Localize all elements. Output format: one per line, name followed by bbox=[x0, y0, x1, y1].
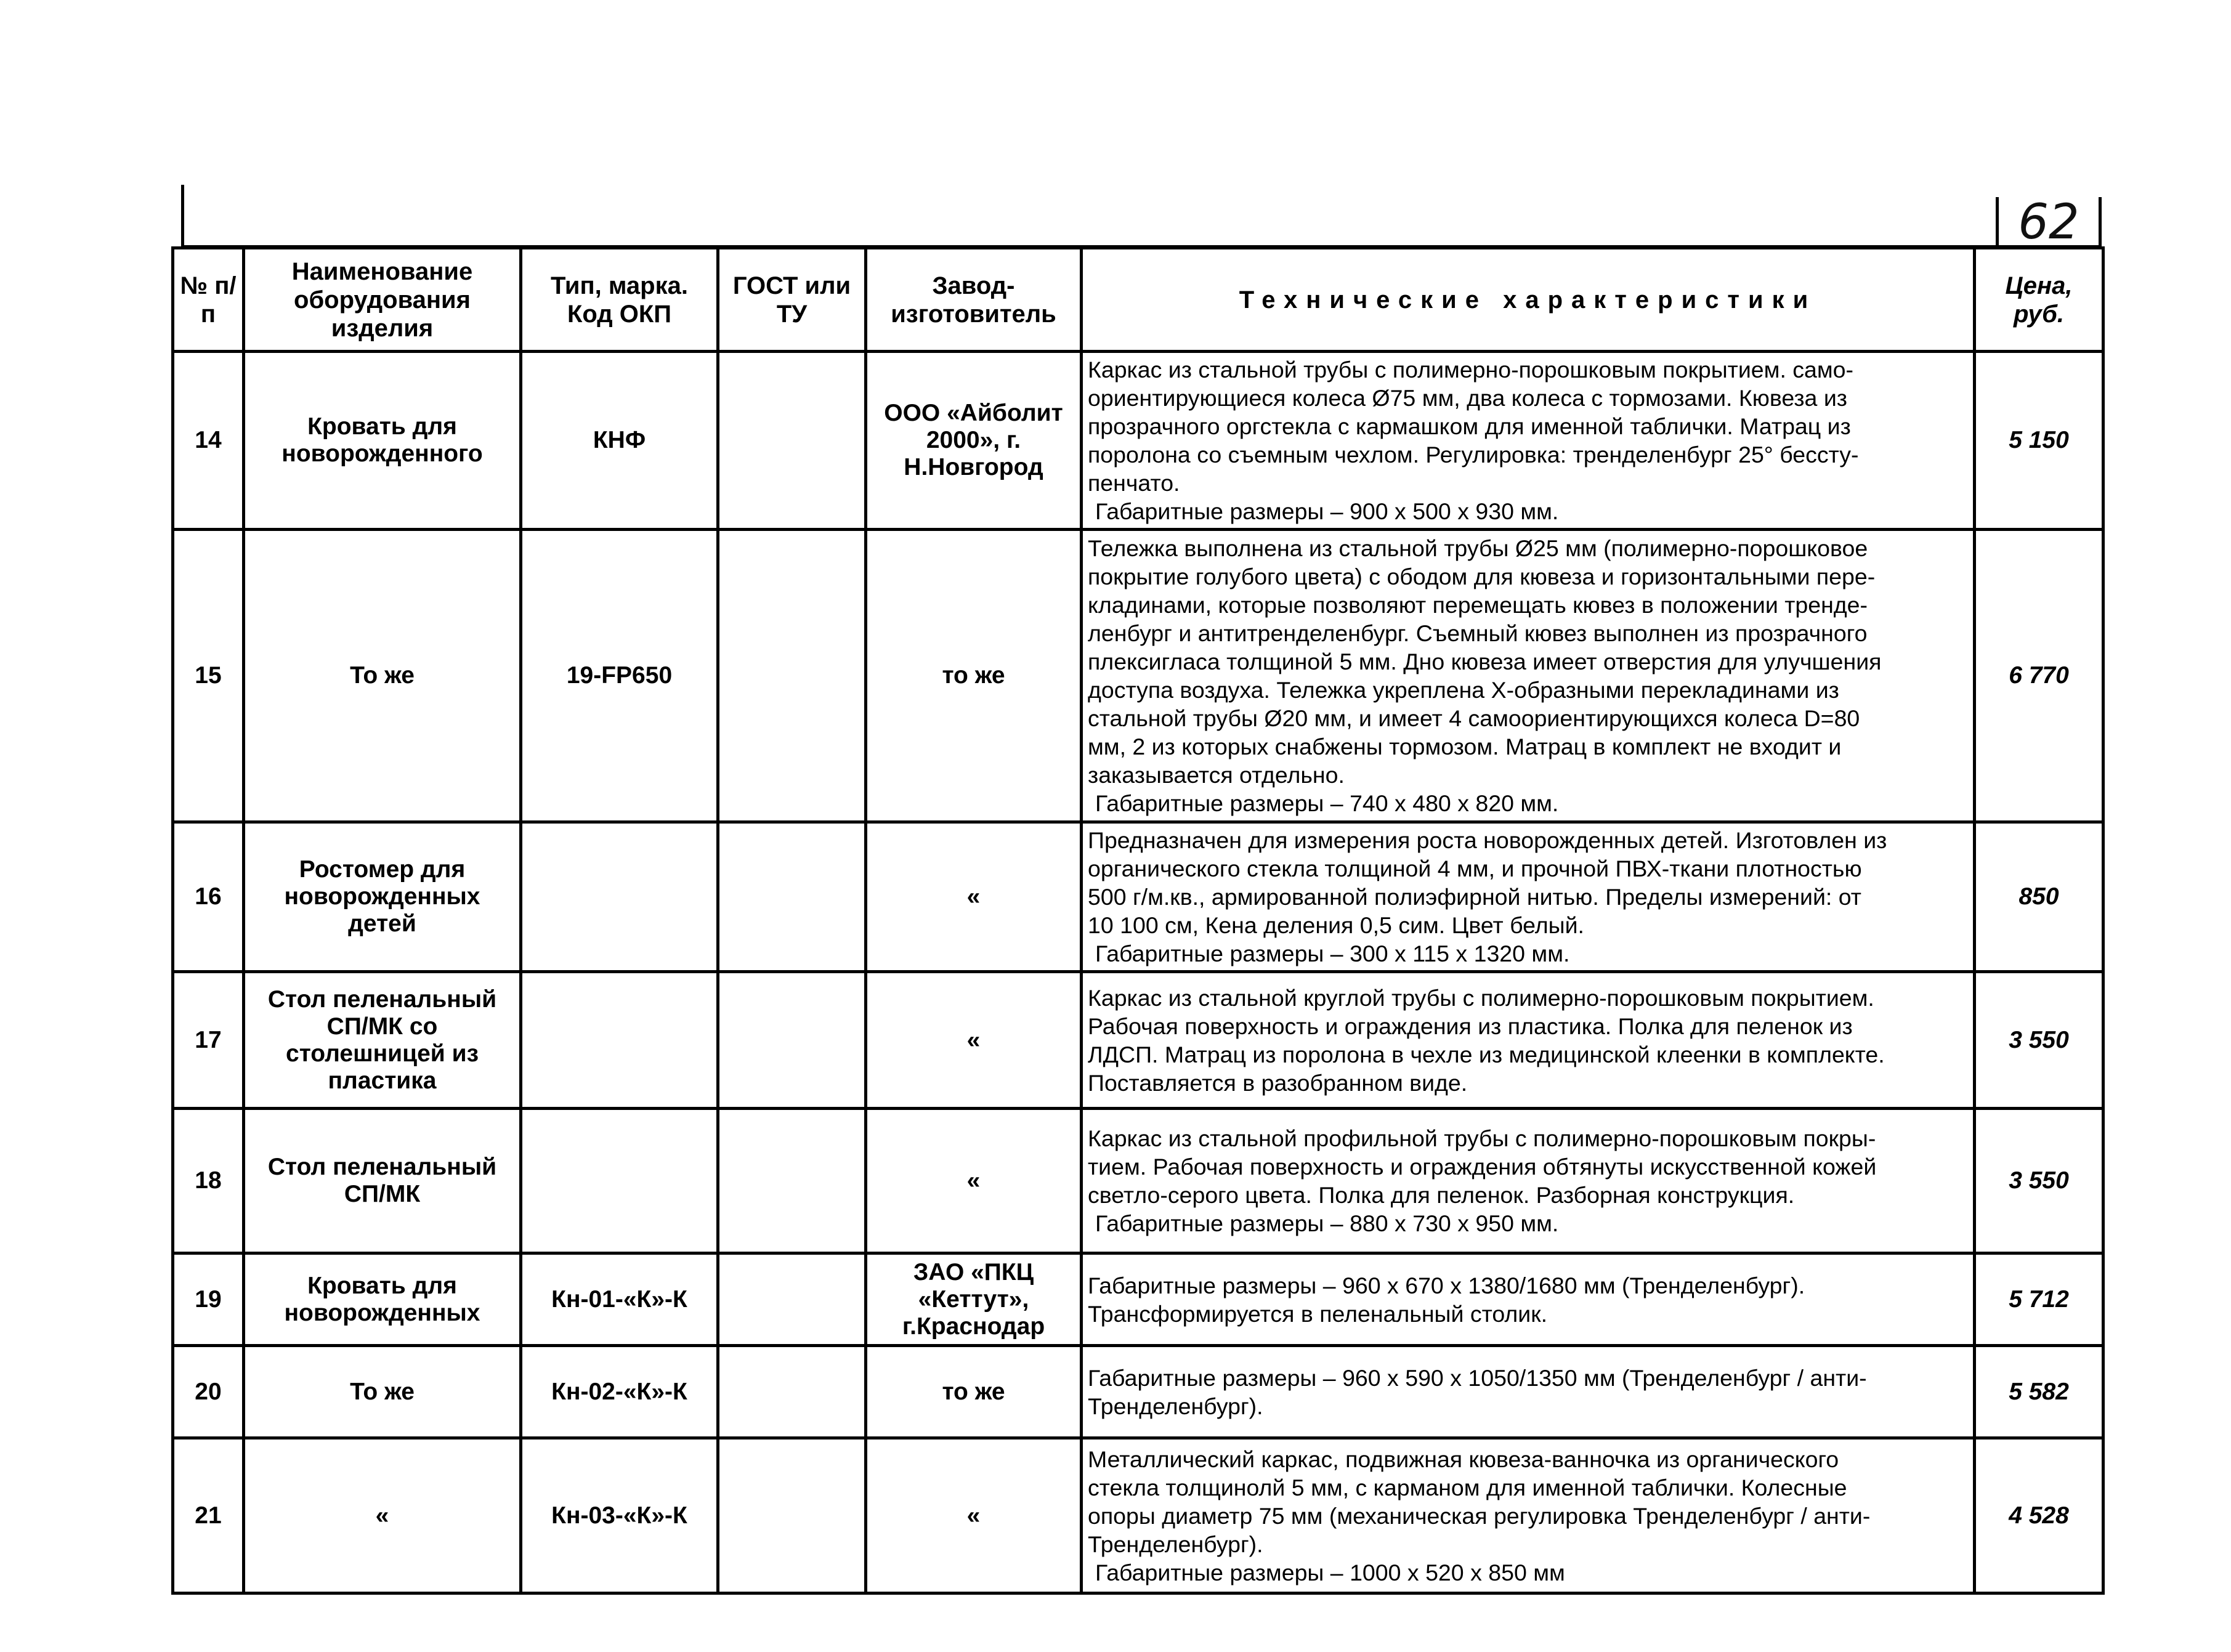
cell-price: 6 770 bbox=[1975, 530, 2103, 822]
cell-name: Кровать для новорожденных bbox=[244, 1253, 521, 1346]
cell-name: То же bbox=[244, 1346, 521, 1438]
header-name: Наименование оборудования изделия bbox=[244, 248, 521, 352]
cell-name: Стол пеленальный СП/МК со столешницей из пластика bbox=[244, 972, 521, 1109]
description-line: тием. Рабочая поверхность и ограждения обтянуты искусственной кожей bbox=[1088, 1154, 1877, 1180]
description-line: Тренделенбург). bbox=[1088, 1531, 1263, 1557]
description-line: ориентирующиеся колеса Ø75 мм, два колеса с тормозами. Кювеза из bbox=[1088, 385, 1847, 411]
cell-type bbox=[521, 822, 718, 972]
cell-name: Стол пеленальный СП/МК bbox=[244, 1109, 521, 1253]
cell-description bbox=[1082, 822, 1975, 972]
cell-maker: ООО «Айболит 2000», г. Н.Новгород bbox=[866, 352, 1082, 530]
description-line: доступа воздуха. Тележка укреплена Х-образными перекладинами из bbox=[1088, 677, 1839, 703]
description-line: мм, 2 из которых снабжены тормозом. Матрац в комплект не входит и bbox=[1088, 734, 1842, 759]
cell-gost bbox=[718, 1346, 866, 1438]
cell-maker: « bbox=[866, 822, 1082, 972]
cell-num: 21 bbox=[173, 1438, 244, 1593]
cell-name: Кровать для новорожденного bbox=[244, 352, 521, 530]
description-line: Каркас из стальной трубы с полимерно-порошковым покрытием. само- bbox=[1088, 357, 1854, 383]
cell-maker: ЗАО «ПКЦ «Кеттут», г.Краснодар bbox=[866, 1253, 1082, 1346]
table-body bbox=[173, 352, 2103, 1593]
cell-type: Кн-02-«К»-К bbox=[521, 1346, 718, 1438]
cell-price: 3 550 bbox=[1975, 972, 2103, 1109]
description-line: Габаритные размеры – 960 х 590 х 1050/1350 мм (Тренделенбург / анти- bbox=[1088, 1364, 1867, 1391]
cell-num: 15 bbox=[173, 530, 244, 822]
cell-gost bbox=[718, 972, 866, 1109]
cell-num: 19 bbox=[173, 1253, 244, 1346]
cell-maker: то же bbox=[866, 1346, 1082, 1438]
cell-type bbox=[521, 972, 718, 1109]
description-line: Трансформируется в пеленальный столик. bbox=[1088, 1300, 1548, 1327]
cell-gost bbox=[718, 1438, 866, 1593]
cell-maker: то же bbox=[866, 530, 1082, 822]
cell-description bbox=[1082, 1438, 1975, 1593]
cell-type bbox=[521, 1109, 718, 1253]
cell-gost bbox=[718, 1253, 866, 1346]
cell-description bbox=[1082, 1109, 1975, 1253]
description-line: 10 100 см, Кена деления 0,5 сим. Цвет белый. bbox=[1088, 912, 1584, 938]
cell-description bbox=[1082, 352, 1975, 530]
cell-gost bbox=[718, 822, 866, 972]
cell-type: Кн-03-«К»-К bbox=[521, 1438, 718, 1593]
description-line: заказывается отдельно. bbox=[1088, 762, 1345, 788]
description-line: Тележка выполнена из стальной трубы Ø25 мм (полимерно-порошковое bbox=[1088, 535, 1868, 561]
description-line: покрытие голубого цвета) с ободом для кювеза и горизонтальными пере- bbox=[1088, 564, 1876, 589]
cell-num: 17 bbox=[173, 972, 244, 1109]
table-row bbox=[173, 1438, 2103, 1593]
description-line: опоры диаметр 75 мм (механическая регулировка Тренделенбург / анти- bbox=[1088, 1502, 1871, 1529]
cell-price: 850 bbox=[1975, 822, 2103, 972]
description-line: Поставляется в разобранном виде. bbox=[1088, 1069, 1468, 1096]
cell-description bbox=[1082, 1346, 1975, 1438]
description-line: Предназначен для измерения роста новорожденных детей. Изготовлен из bbox=[1088, 827, 1887, 853]
description-line: ленбург и антитренделенбург. Съемный кювез выполнен из прозрачного bbox=[1088, 620, 1868, 646]
header-maker: Завод-изготовитель bbox=[866, 248, 1082, 352]
dimensions-line: Габаритные размеры – 900 х 500 х 930 мм. bbox=[1095, 498, 1559, 524]
description-line: органического стекла толщиной 4 мм, и прочной ПВХ-ткани плотностью bbox=[1088, 856, 1862, 881]
table-row bbox=[173, 972, 2103, 1109]
description-line: светло-серого цвета. Полка для пеленок. Разборная конструкция. bbox=[1088, 1182, 1795, 1208]
cell-price: 5 150 bbox=[1975, 352, 2103, 530]
cell-name: То же bbox=[244, 530, 521, 822]
description-line: Каркас из стальной круглой трубы с полимерно-порошковым покрытием. bbox=[1088, 984, 1874, 1011]
description-line: кладинами, которые позволяют перемещать кювез в положении тренде- bbox=[1088, 592, 1868, 618]
dimensions-line: Габаритные размеры – 880 х 730 х 950 мм. bbox=[1095, 1210, 1559, 1236]
description-line: поролона со съемным чехлом. Регулировка: тренделенбург 25° бессту- bbox=[1088, 442, 1859, 468]
cell-gost bbox=[718, 530, 866, 822]
description-line: ЛДСП. Матрац из поролона в чехле из медицинской клеенки в комплекте. bbox=[1088, 1041, 1885, 1067]
description-line: Металлический каркас, подвижная кювеза-ванночка из органического bbox=[1088, 1446, 1839, 1472]
description-line: Тренделенбург). bbox=[1088, 1393, 1263, 1419]
description-line: Каркас из стальной профильной трубы с полимерно-порошковым покры- bbox=[1088, 1125, 1876, 1151]
frame-left-rule bbox=[181, 185, 184, 249]
page-number: 62 bbox=[1996, 197, 2102, 248]
description-line: 500 г/м.кв., армированной полиэфирной нитью. Пределы измерений: от bbox=[1088, 884, 1861, 910]
dimensions-line: Габаритные размеры – 740 х 480 х 820 мм. bbox=[1095, 790, 1559, 816]
dimensions-line: Габаритные размеры – 300 х 115 х 1320 мм. bbox=[1095, 941, 1570, 966]
header-type: Тип, марка. Код ОКП bbox=[521, 248, 718, 352]
table-row bbox=[173, 822, 2103, 972]
table-row bbox=[173, 352, 2103, 530]
cell-maker: « bbox=[866, 1109, 1082, 1253]
description-line: пенчато. bbox=[1088, 470, 1180, 496]
header-gost: ГОСТ или ТУ bbox=[718, 248, 866, 352]
table-row bbox=[173, 1346, 2103, 1438]
cell-description bbox=[1082, 1253, 1975, 1346]
table-row bbox=[173, 1253, 2103, 1346]
description-line: плексигласа толщиной 5 мм. Дно кювеза имеет отверстия для улучшения bbox=[1088, 649, 1882, 674]
cell-gost bbox=[718, 1109, 866, 1253]
cell-gost bbox=[718, 352, 866, 530]
cell-num: 18 bbox=[173, 1109, 244, 1253]
description-line: стальной трубы Ø20 мм, и имеет 4 самоориентирующихся колеса D=80 bbox=[1088, 705, 1860, 731]
cell-description bbox=[1082, 972, 1975, 1109]
cell-price: 5 582 bbox=[1975, 1346, 2103, 1438]
cell-num: 14 bbox=[173, 352, 244, 530]
header-price: Цена, руб. bbox=[1975, 248, 2103, 352]
cell-description bbox=[1082, 530, 1975, 822]
description-line: прозрачного оргстекла с кармашком для именной таблички. Матрац из bbox=[1088, 413, 1851, 439]
header-num: № п/п bbox=[173, 248, 244, 352]
cell-maker: « bbox=[866, 1438, 1082, 1593]
description-line: стекла толщинолй 5 мм, с карманом для именной таблички. Колесные bbox=[1088, 1474, 1847, 1500]
cell-type: 19-FP650 bbox=[521, 530, 718, 822]
cell-price: 5 712 bbox=[1975, 1253, 2103, 1346]
cell-price: 4 528 bbox=[1975, 1438, 2103, 1593]
dimensions-line: Габаритные размеры – 1000 х 520 х 850 мм bbox=[1095, 1559, 1565, 1585]
header-tech: Технические характеристики bbox=[1082, 248, 1975, 352]
cell-num: 20 bbox=[173, 1346, 244, 1438]
cell-type: Кн-01-«К»-К bbox=[521, 1253, 718, 1346]
cell-price: 3 550 bbox=[1975, 1109, 2103, 1253]
cell-type: КНФ bbox=[521, 352, 718, 530]
description-line: Габаритные размеры – 960 х 670 х 1380/1680 мм (Тренделенбург). bbox=[1088, 1272, 1805, 1298]
description-line: Рабочая поверхность и ограждения из пластика. Полка для пеленок из bbox=[1088, 1013, 1853, 1039]
cell-name: Ростомер для новорожденных детей bbox=[244, 822, 521, 972]
header-row bbox=[173, 248, 2103, 352]
cell-num: 16 bbox=[173, 822, 244, 972]
equipment-table bbox=[171, 246, 2105, 1595]
table-row bbox=[173, 1109, 2103, 1253]
cell-maker: « bbox=[866, 972, 1082, 1109]
cell-name: « bbox=[244, 1438, 521, 1593]
table-row bbox=[173, 530, 2103, 822]
